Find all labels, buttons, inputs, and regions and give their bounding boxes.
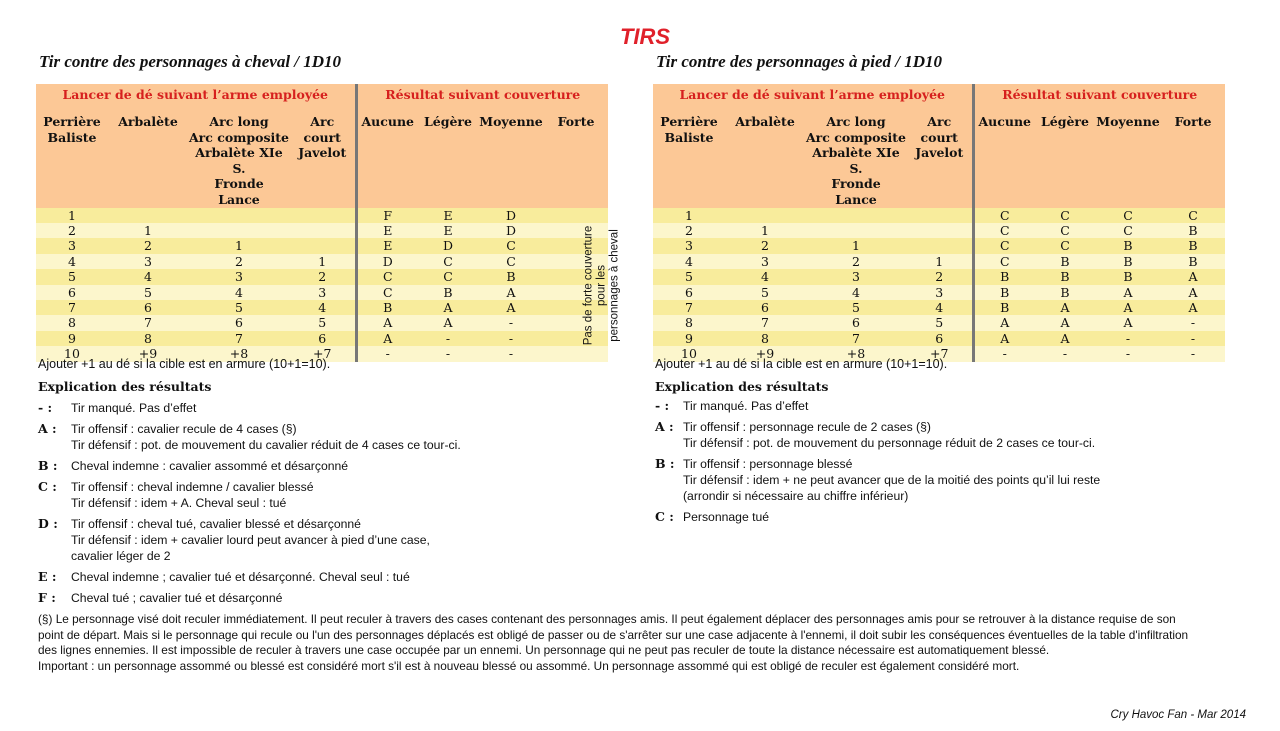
left-forte-note — [583, 216, 622, 356]
left-column-header — [36, 106, 108, 208]
table-cell: 2 — [188, 254, 290, 269]
table-cell: +8 — [805, 346, 907, 361]
footnote-line: des lignes ennemies. Il est impossible de reculer à travers une case occupée par un ennemi. Un personnage qui ne peut pas reculer de toute la distance nécessaire est automatiquement blessé. — [38, 643, 1050, 658]
table-cell: 3 — [36, 238, 108, 253]
table-cell: F — [356, 208, 418, 223]
table-cell: B — [973, 300, 1035, 315]
left-column-header — [418, 106, 478, 208]
table-cell: B — [1161, 238, 1225, 253]
table-cell: 4 — [290, 300, 356, 315]
table-cell: 3 — [188, 269, 290, 284]
header-line: Arc long — [826, 114, 886, 129]
table-cell: C — [973, 223, 1035, 238]
result-description: Tir défensif : idem + A. Cheval seul : tué — [71, 496, 287, 510]
result-description: Tir défensif : idem + cavalier lourd peut avancer à pied d’une case, — [71, 533, 430, 547]
table-cell: 9 — [653, 331, 725, 346]
header-line: Légère — [424, 114, 472, 129]
table-cell: C — [356, 269, 418, 284]
left-column-header — [188, 106, 290, 208]
table-cell: 3 — [725, 254, 805, 269]
table-cell: 7 — [653, 300, 725, 315]
table-cell: 7 — [188, 331, 290, 346]
right-column-header — [1095, 106, 1161, 208]
table-cell: 4 — [805, 285, 907, 300]
table-cell: - — [1161, 346, 1225, 361]
table-cell: 4 — [36, 254, 108, 269]
header-line: Arc court — [303, 114, 341, 145]
result-code: A : — [38, 421, 57, 436]
table-cell: 2 — [36, 223, 108, 238]
table-cell: C — [1035, 223, 1095, 238]
right-weapon-group-header: Lancer de dé suivant l’arme employée — [653, 84, 973, 106]
header-line: Arc composite — [805, 129, 906, 145]
header-line: Baliste — [47, 129, 97, 145]
table-row — [36, 223, 608, 238]
right-armor-note: Ajouter +1 au dé si la cible est en armure (10+1=10). — [655, 357, 948, 371]
table-cell: - — [418, 346, 478, 361]
forte-note-line: Pas de forte couverture — [582, 225, 595, 346]
result-code: D : — [38, 516, 58, 531]
table-cell — [108, 208, 188, 223]
table-cell: 1 — [907, 254, 973, 269]
left-cover-group-header: Résultat suivant couverture — [356, 84, 608, 106]
table-cell: 7 — [36, 300, 108, 315]
table-row — [36, 300, 608, 315]
table-cell: 4 — [188, 285, 290, 300]
table-cell: B — [1095, 238, 1161, 253]
page-title: TIRS — [619, 24, 671, 49]
table-cell: - — [1095, 331, 1161, 346]
table-cell — [805, 223, 907, 238]
table-cell: 4 — [907, 300, 973, 315]
header-line: Arbalète — [118, 114, 178, 129]
table-row — [653, 315, 1225, 330]
header-line: Perrière — [660, 114, 718, 129]
table-cell: 6 — [907, 331, 973, 346]
table-cell — [907, 238, 973, 253]
table-cell: B — [1035, 269, 1095, 284]
header-line: Javelot — [915, 145, 964, 161]
table-cell: A — [1035, 300, 1095, 315]
table-cell — [805, 208, 907, 223]
header-line: Arbalète XIe S. — [812, 145, 900, 176]
table-cell: 1 — [653, 208, 725, 223]
table-cell: 2 — [725, 238, 805, 253]
table-cell: +9 — [108, 346, 188, 361]
table-row — [653, 208, 1225, 223]
header-line: Aucune — [361, 114, 415, 129]
table-cell: B — [1035, 254, 1095, 269]
table-cell: A — [1161, 300, 1225, 315]
result-code: - : — [655, 398, 670, 413]
table-cell: D — [418, 238, 478, 253]
header-line: Arbalète XIe S. — [195, 145, 283, 176]
result-code: B : — [38, 458, 58, 473]
table-cell: 5 — [653, 269, 725, 284]
table-cell: B — [478, 269, 544, 284]
table-cell: C — [478, 254, 544, 269]
table-row — [36, 208, 608, 223]
table-row — [36, 285, 608, 300]
table-cell: 6 — [653, 285, 725, 300]
result-description: Tir manqué. Pas d’effet — [71, 401, 197, 415]
table-row — [36, 331, 608, 346]
table-cell: 7 — [108, 315, 188, 330]
table-cell: 2 — [805, 254, 907, 269]
table-cell: 5 — [725, 285, 805, 300]
header-line: Fronde — [214, 176, 264, 192]
table-cell: C — [478, 238, 544, 253]
table-cell: A — [356, 331, 418, 346]
table-cell: 1 — [290, 254, 356, 269]
right-column-header — [1035, 106, 1095, 208]
table-cell: 1 — [805, 238, 907, 253]
right-column-header — [907, 106, 973, 208]
credit: Cry Havoc Fan - Mar 2014 — [1110, 709, 1246, 721]
header-line: Arc court — [920, 114, 958, 145]
left-column-header — [290, 106, 356, 208]
table-cell: B — [1095, 269, 1161, 284]
footnote — [38, 612, 1258, 675]
table-cell: 4 — [108, 269, 188, 284]
table-cell — [290, 223, 356, 238]
left-column-header — [108, 106, 188, 208]
table-cell: 8 — [725, 331, 805, 346]
table-cell: A — [1161, 285, 1225, 300]
table-cell: 3 — [653, 238, 725, 253]
table-cell: 6 — [805, 315, 907, 330]
table-cell: C — [1035, 208, 1095, 223]
header-line: Baliste — [664, 129, 714, 145]
table-cell: A — [1095, 315, 1161, 330]
left-results-table — [36, 84, 608, 362]
table-cell: E — [418, 223, 478, 238]
table-row — [653, 254, 1225, 269]
table-cell: A — [1095, 300, 1161, 315]
table-cell: E — [356, 238, 418, 253]
table-cell: A — [1035, 315, 1095, 330]
table-cell: 6 — [725, 300, 805, 315]
result-description: Tir offensif : personnage recule de 2 cases (§) — [683, 420, 931, 434]
table-cell: E — [356, 223, 418, 238]
table-cell: C — [418, 254, 478, 269]
table-cell: A — [356, 315, 418, 330]
table-cell: 1 — [188, 238, 290, 253]
result-code: A : — [655, 419, 674, 434]
header-line: Forte — [1174, 114, 1212, 129]
table-cell: D — [478, 208, 544, 223]
table-cell: - — [418, 331, 478, 346]
result-code: F : — [38, 590, 56, 605]
table-row — [653, 300, 1225, 315]
header-line: Moyenne — [1096, 114, 1160, 129]
table-cell: B — [973, 285, 1035, 300]
header-line: Lance — [218, 191, 260, 207]
right-column-header — [805, 106, 907, 208]
table-row — [36, 238, 608, 253]
table-cell: 1 — [36, 208, 108, 223]
result-description: (arrondir si nécessaire au chiffre inférieur) — [683, 489, 909, 503]
right-explanation-title: Explication des résultats — [655, 379, 829, 394]
table-cell: B — [356, 300, 418, 315]
table-row — [36, 269, 608, 284]
table-cell: B — [418, 285, 478, 300]
header-line: Moyenne — [479, 114, 543, 129]
table-cell — [907, 223, 973, 238]
table-cell: 5 — [907, 315, 973, 330]
table-cell: 3 — [290, 285, 356, 300]
footnote-line: Important : un personnage assommé ou blessé est considéré mort s'il est à nouveau blessé ou assommé. Un personnage assommé qui est obligé de reculer est également considéré mort. — [38, 659, 1020, 674]
table-cell: D — [356, 254, 418, 269]
table-cell: +8 — [188, 346, 290, 361]
header-line: Perrière — [43, 114, 101, 129]
table-cell: 1 — [725, 223, 805, 238]
right-results-table — [653, 84, 1225, 362]
footnote-line: (§) Le personnage visé doit reculer immédiatement. Il peut reculer à travers des cases contenant des personnages amis. Il peut également déplacer des personnages amis pour se retrouver à la distance requise de son — [38, 612, 1176, 626]
table-cell: C — [1035, 238, 1095, 253]
table-cell: - — [1035, 346, 1095, 361]
table-cell: 2 — [290, 269, 356, 284]
right-column-header — [653, 106, 725, 208]
right-cover-group-header: Résultat suivant couverture — [973, 84, 1225, 106]
table-cell: C — [973, 254, 1035, 269]
header-line: Lance — [835, 191, 877, 207]
table-row — [653, 269, 1225, 284]
table-cell: - — [478, 331, 544, 346]
result-code: E : — [38, 569, 57, 584]
table-row — [36, 315, 608, 330]
table-cell: 7 — [805, 331, 907, 346]
table-cell: A — [418, 300, 478, 315]
table-cell — [725, 208, 805, 223]
table-row — [653, 285, 1225, 300]
table-cell: B — [1095, 254, 1161, 269]
result-description: cavalier léger de 2 — [71, 549, 171, 563]
table-cell: 8 — [653, 315, 725, 330]
table-cell — [907, 208, 973, 223]
table-cell: 6 — [188, 315, 290, 330]
table-cell: 5 — [188, 300, 290, 315]
table-cell: 5 — [290, 315, 356, 330]
table-cell: 9 — [36, 331, 108, 346]
table-cell: A — [1095, 285, 1161, 300]
table-cell: 6 — [108, 300, 188, 315]
right-column-header — [973, 106, 1035, 208]
table-cell: E — [418, 208, 478, 223]
table-cell: 7 — [725, 315, 805, 330]
table-cell: 5 — [108, 285, 188, 300]
table-cell: 5 — [36, 269, 108, 284]
result-description: Cheval indemne : cavalier assommé et désarçonné — [71, 459, 349, 473]
table-cell: 6 — [290, 331, 356, 346]
table-cell: 4 — [725, 269, 805, 284]
table-cell: C — [973, 238, 1035, 253]
table-cell: - — [1095, 346, 1161, 361]
header-line: Forte — [557, 114, 595, 129]
result-code: C : — [655, 509, 674, 524]
table-cell: 8 — [108, 331, 188, 346]
result-description: Cheval tué ; cavalier tué et désarçonné — [71, 591, 283, 605]
result-description: Cheval indemne ; cavalier tué et désarçonné. Cheval seul : tué — [71, 570, 410, 584]
header-line: Javelot — [298, 145, 347, 161]
table-cell — [290, 208, 356, 223]
table-cell: +7 — [907, 346, 973, 361]
result-code: B : — [655, 456, 675, 471]
result-description: Tir défensif : pot. de mouvement du personnage réduit de 2 cases ce tour-ci. — [683, 436, 1096, 450]
left-weapon-group-header: Lancer de dé suivant l’arme employée — [36, 84, 356, 106]
table-cell: 6 — [36, 285, 108, 300]
table-cell: D — [478, 223, 544, 238]
table-row — [36, 254, 608, 269]
table-cell: 2 — [108, 238, 188, 253]
table-cell: A — [478, 300, 544, 315]
right-column-header — [725, 106, 805, 208]
forte-note-line: pour les — [595, 265, 608, 306]
table-cell: C — [1095, 208, 1161, 223]
table-cell: A — [1161, 269, 1225, 284]
table-cell: C — [973, 208, 1035, 223]
table-cell: - — [356, 346, 418, 361]
result-code: C : — [38, 479, 57, 494]
table-row — [653, 331, 1225, 346]
table-cell: 2 — [653, 223, 725, 238]
result-description: Tir défensif : pot. de mouvement du cavalier réduit de 4 cases ce tour-ci. — [71, 438, 461, 452]
result-description: Tir offensif : cavalier recule de 4 cases (§) — [71, 422, 297, 436]
table-row — [653, 223, 1225, 238]
table-cell: 2 — [907, 269, 973, 284]
result-description: Tir offensif : personnage blessé — [683, 457, 853, 471]
table-cell: B — [1035, 285, 1095, 300]
table-cell: - — [1161, 331, 1225, 346]
table-cell — [290, 238, 356, 253]
result-description: Personnage tué — [683, 510, 770, 524]
table-cell: - — [973, 346, 1035, 361]
footnote-line: point de départ. Mais si le personnage qui recule ou l'un des personnages déplacés est obligé de passer ou de s'arrêter sur une case adjacente à l'ennemi, il doit subir les conséquences éventuelles de la table d'infiltration — [38, 627, 1189, 642]
left-armor-note: Ajouter +1 au dé si la cible est en armure (10+1=10). — [38, 357, 331, 371]
table-cell: 1 — [108, 223, 188, 238]
table-cell: 3 — [805, 269, 907, 284]
table-cell: B — [973, 269, 1035, 284]
left-explanation-title: Explication des résultats — [38, 379, 212, 394]
table-cell: 3 — [907, 285, 973, 300]
table-cell: A — [478, 285, 544, 300]
result-description: Tir offensif : cheval indemne / cavalier blessé — [71, 480, 314, 494]
table-cell: C — [1161, 208, 1225, 223]
header-line: Arc long — [209, 114, 269, 129]
table-cell: - — [1161, 315, 1225, 330]
right-section-title: Tir contre des personnages à pied / 1D10 — [656, 52, 943, 71]
left-column-header — [478, 106, 544, 208]
table-cell: 8 — [36, 315, 108, 330]
table-cell — [188, 208, 290, 223]
table-cell — [188, 223, 290, 238]
table-cell: - — [478, 315, 544, 330]
table-cell: C — [1095, 223, 1161, 238]
table-cell: 10 — [36, 346, 108, 361]
table-cell: B — [1161, 254, 1225, 269]
forte-note-line: personnages à cheval — [608, 229, 621, 342]
table-cell: B — [1161, 223, 1225, 238]
table-cell: A — [1035, 331, 1095, 346]
header-line: Aucune — [978, 114, 1032, 129]
table-cell: - — [478, 346, 544, 361]
header-line: Légère — [1041, 114, 1089, 129]
table-cell: A — [418, 315, 478, 330]
table-cell: 10 — [653, 346, 725, 361]
table-cell: C — [418, 269, 478, 284]
left-column-header — [356, 106, 418, 208]
header-line: Arc composite — [188, 129, 289, 145]
table-cell: 3 — [108, 254, 188, 269]
left-section-title: Tir contre des personnages à cheval / 1D10 — [39, 52, 342, 71]
table-cell: A — [973, 331, 1035, 346]
header-line: Arbalète — [735, 114, 795, 129]
table-cell: A — [973, 315, 1035, 330]
table-cell: 5 — [805, 300, 907, 315]
result-description: Tir offensif : cheval tué, cavalier blessé et désarçonné — [71, 517, 361, 531]
table-cell: +9 — [725, 346, 805, 361]
table-cell: 4 — [653, 254, 725, 269]
right-column-header — [1161, 106, 1225, 208]
result-description: Tir manqué. Pas d’effet — [683, 399, 809, 413]
table-row — [653, 238, 1225, 253]
left-column-header — [544, 106, 608, 208]
result-description: Tir défensif : idem + ne peut avancer que de la moitié des points qu’il lui reste — [683, 473, 1101, 487]
result-code: - : — [38, 400, 53, 415]
table-cell: +7 — [290, 346, 356, 361]
table-cell: C — [356, 285, 418, 300]
header-line: Fronde — [831, 176, 881, 192]
